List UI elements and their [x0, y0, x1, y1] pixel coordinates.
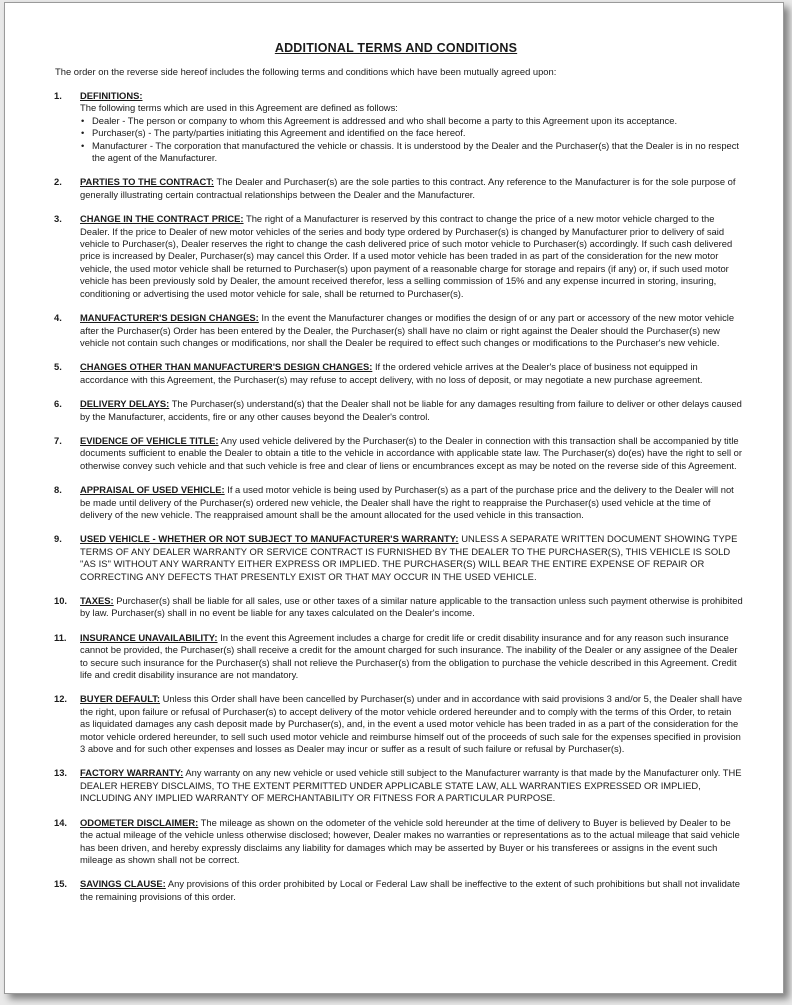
- bullet-icon: •: [81, 139, 85, 151]
- list-item: • Manufacturer - The corporation that manufactured the vehicle or chassis. It is understood by the Dealer and the Purchaser(s) that the Dealer is in no respect the agent of the Manufacturer.: [81, 139, 740, 164]
- section-number: 10.: [54, 595, 68, 606]
- intro-paragraph: The order on the reverse side hereof includes the following terms and conditions which have been mutually agreed upon:: [55, 66, 557, 77]
- section-body: [80, 435, 743, 472]
- page-title: ADDITIONAL TERMS AND CONDITIONS: [274, 41, 518, 55]
- section-body: [80, 767, 743, 804]
- section-heading: DELIVERY DELAYS:: [80, 398, 170, 410]
- section-body: [80, 632, 743, 682]
- section-number: 12.: [54, 693, 68, 705]
- section-body: [80, 361, 743, 386]
- section-heading: DEFINITIONS:: [80, 90, 143, 101]
- section-body: [80, 90, 743, 164]
- section-parties: [49, 176, 743, 201]
- section-heading: CHANGE IN THE CONTRACT PRICE:: [80, 213, 244, 225]
- section-number: 13.: [54, 767, 68, 779]
- section-text: If the ordered vehicle arrives at the Dealer's place of business not equipped in accordance with this Agreement, the Purchaser(s) may refuse to accept delivery, with no loss of deposit, or may negotiate a new purchase agreement.: [80, 361, 703, 385]
- section-vehicle-title: [49, 435, 743, 472]
- section-heading: CHANGES OTHER THAN MANUFACTURER'S DESIGN CHANGES:: [80, 361, 373, 373]
- section-text: The right of a Manufacturer is reserved by this contract to change the price of a new motor vehicle charged to the Dealer. If the price to Dealer of new motor vehicles of the series and body type ordered by Purchaser(s) is changed by Manufacturer prior to delivery of said vehicle to Purchaser(s), Dealer reserves the right to change the cash delivered price of such motor vehicle to Purchaser(s) accordingly. If such cash delivered price is increased by Dealer, Purchaser(s) may cancel this Order. If a used motor vehicle has been traded in as part of the consideration for the new motor vehicle, the used motor vehicle shall be returned to Purchaser(s) upon payment of a reasonable charge for storage and repairs (if any) or, if such used motor vehicle has been previously sold by Dealer, the amount received therefor, less a selling commission of 15% and any expense incurred in storing, insuring, conditioning or advertising the used motor vehicle for sale, shall be returned to Purchaser(s).: [80, 213, 733, 299]
- bullet-icon: •: [81, 114, 85, 126]
- section-contract-price: [49, 213, 743, 300]
- section-body: [80, 693, 743, 755]
- section-heading: EVIDENCE OF VEHICLE TITLE:: [80, 434, 219, 446]
- section-number: 5.: [54, 361, 62, 373]
- section-odometer: [49, 817, 743, 867]
- section-body: [80, 398, 743, 423]
- section-heading: TAXES:: [80, 595, 114, 606]
- section-body: [80, 312, 743, 349]
- section-body: [80, 817, 743, 867]
- section-heading: PARTIES TO THE CONTRACT:: [80, 176, 215, 188]
- section-number: 1.: [54, 90, 62, 101]
- section-body: [80, 533, 743, 583]
- section-other-changes: [49, 361, 743, 386]
- section-number: 6.: [54, 398, 62, 410]
- section-heading: FACTORY WARRANTY:: [80, 767, 184, 779]
- section-used-vehicle-warranty: [49, 533, 743, 583]
- section-number: 14.: [54, 816, 68, 828]
- section-number: 4.: [54, 312, 62, 324]
- bullet-icon: •: [81, 127, 85, 139]
- section-body: [80, 484, 743, 521]
- section-design-changes: [49, 312, 743, 349]
- section-body: [80, 176, 743, 201]
- section-body: [80, 878, 743, 903]
- list-item: • Purchaser(s) - The party/parties initiating this Agreement and identified on the face hereof.: [81, 127, 466, 139]
- list-item: • Dealer - The person or company to whom this Agreement is addressed and who shall become a party to this Agreement upon its acceptance.: [81, 114, 678, 126]
- section-text: The Purchaser(s) understand(s) that the Dealer shall not be liable for any damages resulting from failure to deliver or other delays caused by the Manufacturer, accidents, fire or any other causes beyond the Dealer's control.: [80, 398, 742, 422]
- section-buyer-default: [49, 693, 743, 755]
- section-text: Purchaser(s) shall be liable for all sales, use or other taxes of a similar nature applicable to the transaction unless such payment otherwise is prohibited by law. Purchaser(s) shall in no event be liable for any taxes calculated on the Dealer's income.: [80, 595, 743, 619]
- section-insurance: [49, 632, 743, 682]
- section-heading: SAVINGS CLAUSE:: [80, 878, 166, 890]
- section-text: Any warranty on any new vehicle or used vehicle still subject to the Manufacturer warranty is that made by the Manufacturer only. THE DEALER HEREBY DISCLAIMS, TO THE EXTENT PERMITTED UNDER APPLICABLE STATE LAW, ALL WARRANTIES EXPRESSED OR IMPLIED, INCLUDING ANY IMPLIED WARRANTY OF MERCHANTABILITY OR FITNESS FOR A PARTICULAR PURPOSE.: [80, 767, 742, 804]
- section-number: 9.: [54, 533, 62, 545]
- section-text: UNLESS A SEPARATE WRITTEN DOCUMENT SHOWING TYPE TERMS OF ANY DEALER WARRANTY OR SERVICE CONTRACT IS FURNISHED BY THE DEALER TO THE PURCHASER(S), THIS VEHICLE IS SOLD "AS IS" WITHOUT ANY WARRANTY EITHER EXPRESS OR IMPLIED. THE PURCHASER(S) WILL BEAR THE ENTIRE EXPENSE OF REPAIR OR CORRECTING ANY DEFECTS THAT PRESENTLY EXIST OR THAT MAY OCCUR IN THE USED VEHICLE.: [80, 533, 738, 582]
- section-text: Unless this Order shall have been cancelled by Purchaser(s) under and in accordance with said provisions 3 and/or 5, the Dealer shall have the right, upon failure or refusal of Purchaser(s) to accept delivery of the motor vehicle ordered hereunder and to comply with the terms of this Order, to retain as liquidated damages any cash deposit made by Purchaser(s), and, in the event a used motor vehicle has been traded in as a part of the consideration for the motor vehicle ordered hereunder, to sell such used motor vehicle and reimburse himself out of the proceeds of such sale for the expenses specified in provision 3 above and for such other expenses and losses as Dealer may incur or suffer as a result of such failure or refusal by Purchaser(s).: [80, 693, 743, 755]
- section-factory-warranty: [49, 767, 743, 804]
- section-text: Any used vehicle delivered by the Purchaser(s) to the Dealer in connection with this transaction shall be accompanied by title documents sufficient to enable the Dealer to obtain a title to the vehicle in accordance with applicable state law. The Purchaser(s) do(es) have the right to sell or otherwise convey such vehicle and that such vehicle is free and clear of liens or encumbrances except as may be noted on the reverse side of this Agreement.: [80, 434, 743, 471]
- section-body: [80, 595, 743, 620]
- section-text: The Dealer and Purchaser(s) are the sole parties to this contract. Any reference to the Manufacturer is for the sole purpose of generally illustrating certain contractual relationships between the Dealer and the Manufacturer.: [80, 176, 736, 200]
- section-heading: INSURANCE UNAVAILABILITY:: [80, 631, 218, 643]
- section-appraisal: [49, 484, 743, 521]
- section-number: 2.: [54, 176, 62, 188]
- section-taxes: [49, 595, 743, 620]
- section-text: In the event this Agreement includes a charge for credit life or credit disability insurance and for any reason such insurance cannot be provided, the Purchaser(s) shall receive a credit for the amount charged for such insurance. The inability of the Dealer or any assignee of the Dealer to secure such insurance for the Purchaser(s) shall not relieve the Purchaser(s) from the obligation to purchase the vehicle described in this Agreement. Credit life and credit disability insurance are not mandatory.: [80, 631, 738, 681]
- section-body: [80, 213, 743, 300]
- section-text: The mileage as shown on the odometer of the vehicle sold hereunder at the time of delivery to Buyer is believed by Dealer to be the actual mileage of the vehicle unless otherwise disclosed; however, Dealer makes no warranties or representations as to the actual mileage that said vehicle has been driven, and hereby expressly disclaims any liability for damages which may be asserted by Buyer or his transferees or assigns in the event such mileage as shown shall not be correct.: [80, 816, 740, 865]
- definitions-lead: The following terms which are used in this Agreement are defined as follows:: [80, 102, 398, 114]
- section-delivery-delays: [49, 398, 743, 423]
- section-savings-clause: [49, 878, 743, 903]
- section-heading: APPRAISAL OF USED VEHICLE:: [80, 484, 225, 496]
- document-page: [4, 2, 784, 994]
- section-number: 3.: [54, 213, 62, 225]
- section-number: 7.: [54, 434, 62, 446]
- section-number: 11.: [54, 631, 67, 643]
- section-text: Any provisions of this order prohibited by Local or Federal Law shall be ineffective to the extent of such prohibitions but shall not invalidate the remaining provisions of this order.: [80, 878, 740, 902]
- section-heading: USED VEHICLE - WHETHER OR NOT SUBJECT TO MANUFACTURER'S WARRANTY:: [80, 533, 459, 545]
- section-number: 15.: [54, 878, 68, 890]
- section-text: In the event the Manufacturer changes or modifies the design of or any part or accessory of the new motor vehicle after the Purchaser(s) Order has been entered by the Dealer, the Purchaser(s) shall have no claim or right against the Dealer should the Purchaser(s) new vehicle not contain such changes or modifications, nor shall the Dealer be required to effect such changes or modifications to the Purchaser's new vehicle.: [80, 312, 735, 348]
- section-heading: BUYER DEFAULT:: [80, 693, 161, 705]
- section-heading: MANUFACTURER'S DESIGN CHANGES:: [80, 312, 259, 324]
- section-heading: ODOMETER DISCLAIMER:: [80, 816, 199, 828]
- definitions-list: [80, 115, 743, 165]
- section-number: 8.: [54, 484, 62, 496]
- section-definitions: [49, 90, 743, 164]
- section-text: If a used motor vehicle is being used by Purchaser(s) as a part of the purchase price and the delivery to the Dealer will not be made until delivery of the Purchaser(s) ordered new vehicle, the Dealer shall have the right to reappraise the Purchaser(s) used vehicle at the time of delivery of the new vehicle. The reappraised amount shall be the amount allocated for the used vehicle in this transaction.: [80, 484, 734, 520]
